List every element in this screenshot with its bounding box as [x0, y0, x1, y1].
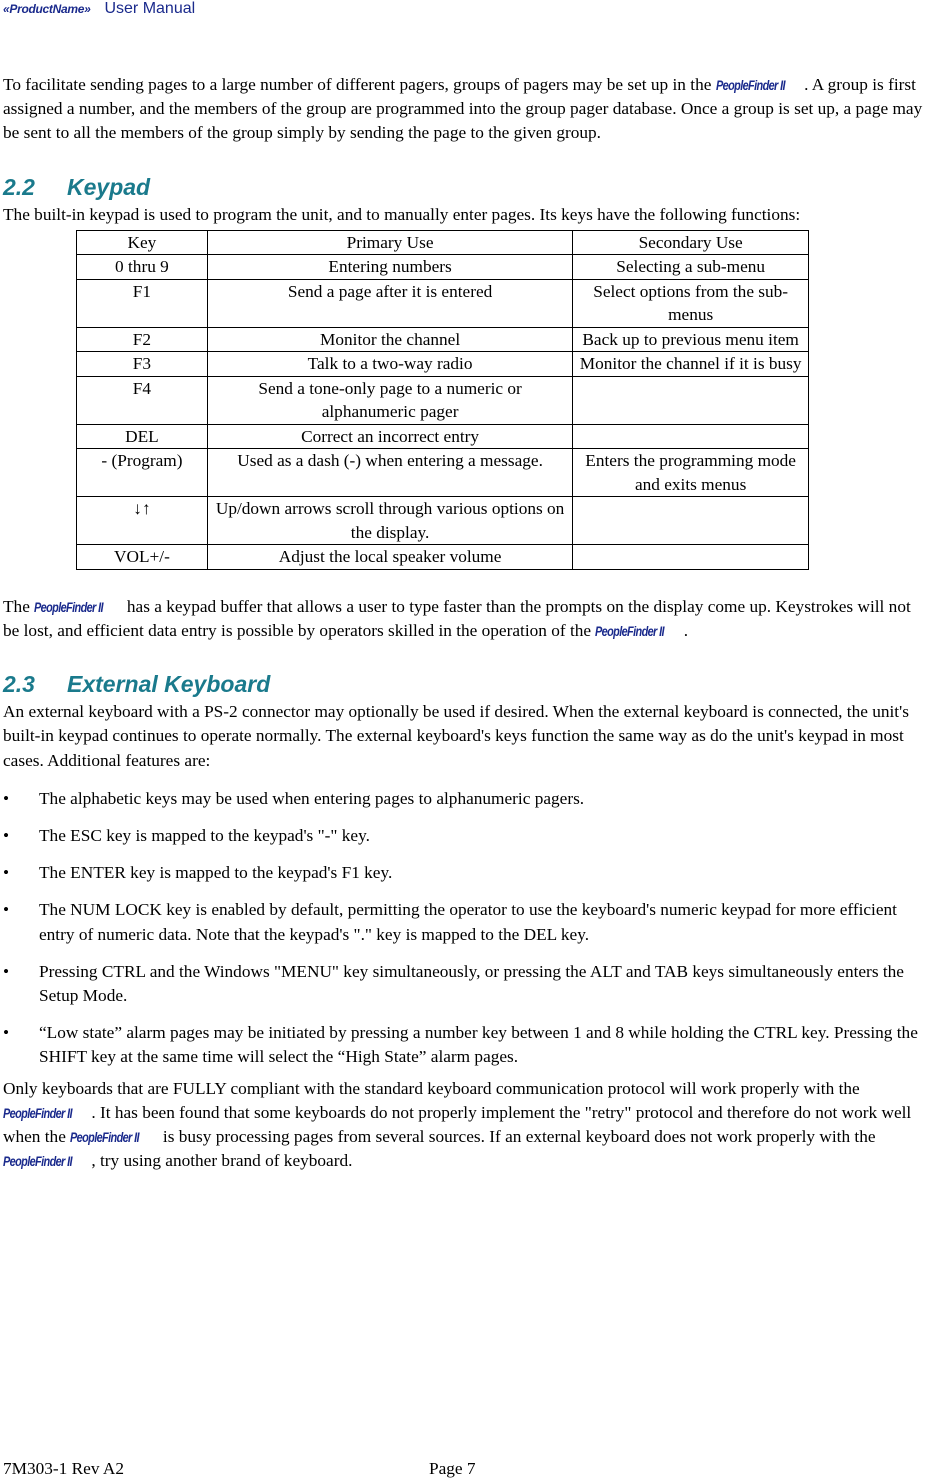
table-row	[77, 424, 809, 449]
table-cell: ↓↑	[77, 497, 208, 545]
column-header: Primary Use	[207, 230, 572, 255]
bullet-icon: •	[3, 900, 10, 920]
table-cell	[573, 376, 809, 424]
product-name-placeholder: «ProductName»	[3, 2, 91, 16]
table-row	[77, 279, 809, 327]
column-header: Key	[77, 230, 208, 255]
list-item	[3, 960, 931, 1008]
table-cell: F1	[77, 279, 208, 327]
product-name: PeopleFinder II	[70, 1129, 140, 1146]
keypad-intro: The built-in keypad is used to program the unit, and to manually enter pages. Its keys have the following functions:	[3, 204, 801, 224]
list-item	[3, 1021, 931, 1069]
document-body	[3, 73, 931, 1173]
table-row	[77, 376, 809, 424]
bullet-icon: •	[3, 826, 10, 846]
table-cell: Adjust the local speaker volume	[207, 545, 572, 570]
page-footer	[3, 1459, 476, 1479]
product-name: PeopleFinder II	[3, 1153, 72, 1170]
table-cell: F3	[77, 352, 208, 377]
feature-list	[3, 787, 931, 1070]
product-name: PeopleFinder II	[715, 77, 785, 93]
table-cell: Monitor the channel	[207, 327, 572, 352]
table-cell: Send a tone-only page to a numeric or alphanumeric pager	[207, 376, 572, 424]
header-title: User Manual	[104, 0, 196, 17]
table-row	[77, 327, 809, 352]
list-item	[3, 787, 931, 811]
table-cell: Selecting a sub-menu	[573, 255, 809, 280]
table-body	[77, 255, 809, 570]
keypad-buffer-paragraph: The PeopleFinder II has a keypad buffer that allows a user to type faster than the prompts on the display come up. Keystrokes will not be lost, and efficient data entry is possible by operators skilled in the operation of the PeopleFinder II .	[3, 595, 931, 643]
doc-id: 7M303-1 Rev A2	[3, 1459, 124, 1478]
list-item-text: The ESC key is mapped to the keypad's "-" key.	[39, 826, 370, 846]
table-cell	[573, 545, 809, 570]
table-cell: Send a page after it is entered	[207, 279, 572, 327]
table-cell: Enters the programming mode and exits menus	[573, 449, 809, 497]
page-number: Page 7	[429, 1459, 476, 1478]
product-name: PeopleFinder II	[3, 1104, 72, 1121]
list-item-text: Pressing CTRL and the Windows "MENU" key simultaneously, or pressing the ALT and TAB keys simultaneously enters the Setup Mode.	[39, 961, 904, 1006]
table-cell: Up/down arrows scroll through various options on the display.	[207, 497, 572, 545]
product-name: PeopleFinder II	[34, 598, 104, 615]
table-row	[77, 255, 809, 280]
section-heading-keypad: 2.2 Keypad	[3, 173, 151, 200]
bullet-icon: •	[3, 1023, 10, 1043]
section-heading-keyboard: 2.3 External Keyboard	[3, 671, 271, 698]
intro-paragraph: To facilitate sending pages to a large number of different pagers, groups of pagers may be set up in the PeopleFinder II . A group is first assigned a number, and the members of the group are programmed into the group pager database. Once a group is set up, a page may be sent to all the members of the group simply by sending the page to the given group.	[3, 75, 923, 143]
table-cell: DEL	[77, 424, 208, 449]
list-item-text: “Low state” alarm pages may be initiated by pressing a number key between 1 and 8 while holding the CTRL key. Pressing the SHIFT key at the same time will select the “High State” alarm pages.	[39, 1023, 918, 1067]
list-item-text: The alphabetic keys may be used when entering pages to alphanumeric pagers.	[39, 788, 585, 808]
table-cell: Back up to previous menu item	[573, 327, 809, 352]
table-cell: 0 thru 9	[77, 255, 208, 280]
list-item-text: The ENTER key is mapped to the keypad's F1 key.	[39, 863, 393, 883]
table-cell: Talk to a two-way radio	[207, 352, 572, 377]
list-item	[3, 824, 931, 848]
page-header	[3, 0, 195, 18]
column-header: Secondary Use	[573, 230, 809, 255]
table-row	[77, 545, 809, 570]
table-cell	[573, 424, 809, 449]
table-cell: VOL+/-	[77, 545, 208, 570]
list-item	[3, 898, 931, 946]
table-cell	[573, 497, 809, 545]
table-cell: Entering numbers	[207, 255, 572, 280]
table-cell: Used as a dash (-) when entering a message.	[207, 449, 572, 497]
table-cell: F2	[77, 327, 208, 352]
table-row	[77, 352, 809, 377]
table-row	[77, 449, 809, 497]
bullet-icon: •	[3, 961, 10, 981]
list-item-text: The NUM LOCK key is enabled by default, permitting the operator to use the keyboard's numeric keypad for more efficient entry of numeric data. Note that the keypad's "." key is mapped to the DEL key.	[39, 900, 897, 944]
table-cell: Select options from the sub-menus	[573, 279, 809, 327]
keyboard-intro: An external keyboard with a PS-2 connector may optionally be used if desired. When the external keyboard is connected, the unit's built-in keypad continues to operate normally. The external keyboard's keys function the same way as do the unit's keypad in most cases. Additional features are:	[3, 702, 909, 770]
table-header-row	[77, 230, 809, 255]
table-cell: Correct an incorrect entry	[207, 424, 572, 449]
bullet-icon: •	[3, 788, 10, 808]
product-name: PeopleFinder II	[595, 623, 665, 640]
table-cell: Monitor the channel if it is busy	[573, 352, 809, 377]
list-item	[3, 861, 931, 885]
bullet-icon: •	[3, 863, 10, 883]
table-cell: F4	[77, 376, 208, 424]
keypad-table	[76, 230, 809, 570]
table-cell: - (Program)	[77, 449, 208, 497]
table-row	[77, 497, 809, 545]
closing-paragraph: Only keyboards that are FULLY compliant with the standard keyboard communication protocol will work properly with the PeopleFinder II . It has been found that some keyboards do not properly implement the "retry" protocol and therefore do not work well when the PeopleFinder II is busy processing pages from several sources. If an external keyboard does not work properly with the PeopleFinder II , try using another brand of keyboard.	[3, 1077, 931, 1174]
